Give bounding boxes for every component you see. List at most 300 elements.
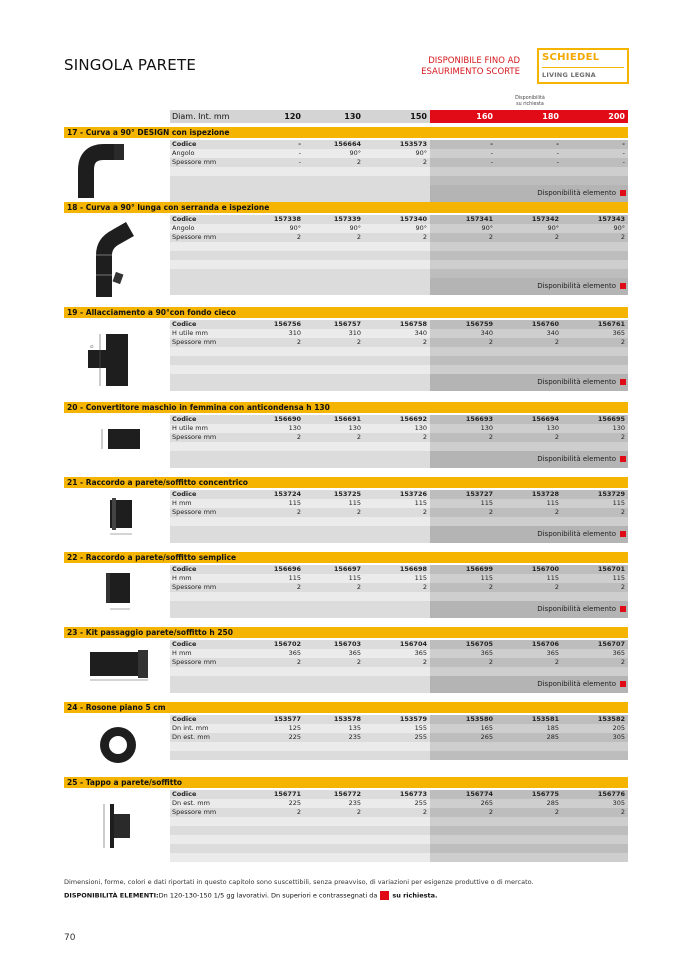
table-cell: - bbox=[496, 158, 562, 167]
row-label: Codice bbox=[170, 320, 258, 329]
footer-availability-prefix: DISPONIBILITÀ ELEMENTI: bbox=[64, 891, 159, 900]
table-cell: 130 bbox=[496, 424, 562, 433]
diameter-header-cell-request: 160 bbox=[430, 110, 496, 123]
table-cell: 255 bbox=[364, 733, 430, 742]
footer-note: Dimensioni, forme, colori e dati riportati in questo capitolo sono suscettibili, senza preavviso, di variazioni per esigenze produttive o di mercato. bbox=[64, 878, 534, 886]
diameter-header-cell: 120 bbox=[258, 110, 304, 123]
row-label: Codice bbox=[170, 715, 258, 724]
spec-row bbox=[170, 808, 628, 817]
table-cell: 156771 bbox=[258, 790, 304, 799]
row-label: Codice bbox=[170, 140, 258, 149]
spec-row bbox=[170, 733, 628, 742]
table-cell: 2 bbox=[496, 658, 562, 667]
red-square-icon bbox=[620, 283, 626, 289]
table-cell: 156692 bbox=[364, 415, 430, 424]
table-cell: 235 bbox=[304, 799, 364, 808]
request-label-line1: Disponibilità bbox=[515, 96, 545, 101]
section-title: 19 - Allacciamento a 90°con fondo cieco bbox=[64, 307, 628, 318]
table-cell: 2 bbox=[430, 508, 496, 517]
table-cell: - bbox=[430, 149, 496, 158]
table-cell: 156702 bbox=[258, 640, 304, 649]
table-cell: 2 bbox=[496, 233, 562, 242]
table-cell: 340 bbox=[430, 329, 496, 338]
table-cell: 157343 bbox=[562, 215, 628, 224]
table-cell: 153725 bbox=[304, 490, 364, 499]
table-cell: 255 bbox=[364, 799, 430, 808]
table-cell: 340 bbox=[496, 329, 562, 338]
blank-row bbox=[170, 356, 628, 365]
table-cell: 153582 bbox=[562, 715, 628, 724]
table-cell: 2 bbox=[304, 338, 364, 347]
table-cell: 2 bbox=[430, 658, 496, 667]
availability-note-line1: DISPONIBILE FINO AD bbox=[428, 56, 520, 66]
row-label: Dn int. mm bbox=[170, 724, 258, 733]
table-cell: 156758 bbox=[364, 320, 430, 329]
table-cell: 157342 bbox=[496, 215, 562, 224]
table-cell: 156700 bbox=[496, 565, 562, 574]
table-cell: 2 bbox=[258, 583, 304, 592]
brand-divider bbox=[542, 67, 624, 68]
table-cell: 2 bbox=[304, 808, 364, 817]
spec-row bbox=[170, 233, 628, 242]
table-cell: 115 bbox=[496, 574, 562, 583]
curve-90-long-damper-icon bbox=[64, 215, 168, 304]
table-cell: 130 bbox=[258, 424, 304, 433]
table-cell: 90° bbox=[430, 224, 496, 233]
table-cell: - bbox=[258, 140, 304, 149]
spec-row bbox=[170, 424, 628, 433]
table-cell: 235 bbox=[304, 733, 364, 742]
availability-bar bbox=[170, 278, 628, 295]
table-cell: 156694 bbox=[496, 415, 562, 424]
table-cell: 115 bbox=[304, 574, 364, 583]
row-label: Codice bbox=[170, 640, 258, 649]
availability-label: Disponibilità elemento bbox=[537, 189, 616, 197]
table-cell: 153579 bbox=[364, 715, 430, 724]
request-label bbox=[498, 96, 562, 108]
table-cell: 156757 bbox=[304, 320, 364, 329]
blank-row bbox=[170, 251, 628, 260]
section-title: 23 - Kit passaggio parete/soffitto h 250 bbox=[64, 627, 628, 638]
red-square-icon bbox=[620, 606, 626, 612]
code-row bbox=[170, 790, 628, 799]
table-cell: 156704 bbox=[364, 640, 430, 649]
table-cell: 156705 bbox=[430, 640, 496, 649]
table-cell: 156693 bbox=[430, 415, 496, 424]
footer-availability-text: Dn 120-130-150 1/5 gg lavorativi. Dn superiori e contrassegnati da bbox=[158, 891, 378, 900]
tee-connection-icon bbox=[64, 320, 168, 394]
row-label: Codice bbox=[170, 490, 258, 499]
table-cell: - bbox=[562, 149, 628, 158]
table-cell: 225 bbox=[258, 733, 304, 742]
footer-availability bbox=[64, 891, 438, 900]
table-cell: 115 bbox=[364, 499, 430, 508]
section-title: 20 - Convertitore maschio in femmina con anticondensa h 130 bbox=[64, 402, 628, 413]
availability-note bbox=[421, 56, 520, 78]
spec-row bbox=[170, 338, 628, 347]
section-title: 18 - Curva a 90° lunga con serranda e ispezione bbox=[64, 202, 628, 213]
spec-row bbox=[170, 158, 628, 167]
table-cell: 310 bbox=[304, 329, 364, 338]
table-cell: 156697 bbox=[304, 565, 364, 574]
table-cell: 115 bbox=[258, 499, 304, 508]
table-cell: 2 bbox=[562, 433, 628, 442]
code-row bbox=[170, 565, 628, 574]
red-square-icon bbox=[620, 681, 626, 687]
table-cell: 115 bbox=[562, 499, 628, 508]
table-cell: 2 bbox=[304, 233, 364, 242]
availability-bar bbox=[170, 374, 628, 391]
diameter-header-row bbox=[170, 110, 628, 123]
availability-bar bbox=[170, 526, 628, 543]
code-row bbox=[170, 415, 628, 424]
table-cell: 2 bbox=[304, 433, 364, 442]
section-title: 17 - Curva a 90° DESIGN con ispezione bbox=[64, 127, 628, 138]
table-cell: - bbox=[562, 140, 628, 149]
table-cell: 365 bbox=[562, 329, 628, 338]
table-cell: 125 bbox=[258, 724, 304, 733]
row-label: Spessore mm bbox=[170, 233, 258, 242]
table-cell: 2 bbox=[364, 433, 430, 442]
spec-row bbox=[170, 649, 628, 658]
page-title: SINGOLA PARETE bbox=[64, 56, 197, 74]
table-cell: 365 bbox=[304, 649, 364, 658]
table-cell: 130 bbox=[562, 424, 628, 433]
code-row bbox=[170, 715, 628, 724]
diameter-header-label: Diam. Int. mm bbox=[170, 110, 258, 123]
table-cell: 156699 bbox=[430, 565, 496, 574]
availability-note-line2: ESAURIMENTO SCORTE bbox=[421, 67, 520, 77]
footer-availability-suffix: su richiesta. bbox=[392, 891, 438, 900]
diameter-header-cell: 130 bbox=[304, 110, 364, 123]
code-row bbox=[170, 490, 628, 499]
converter-icon bbox=[64, 415, 168, 463]
table-cell: 130 bbox=[304, 424, 364, 433]
table-cell: 285 bbox=[496, 799, 562, 808]
curve-90-design-icon bbox=[64, 140, 168, 204]
table-cell: 2 bbox=[364, 158, 430, 167]
table-cell: 153729 bbox=[562, 490, 628, 499]
blank-row bbox=[170, 742, 628, 751]
table-cell: 130 bbox=[364, 424, 430, 433]
table-cell: 225 bbox=[258, 799, 304, 808]
table-cell: 156775 bbox=[496, 790, 562, 799]
table-cell: 2 bbox=[258, 338, 304, 347]
row-label: Codice bbox=[170, 215, 258, 224]
table-cell: 157340 bbox=[364, 215, 430, 224]
table-cell: 156701 bbox=[562, 565, 628, 574]
table-cell: 2 bbox=[304, 158, 364, 167]
table-cell: 156703 bbox=[304, 640, 364, 649]
red-square-icon bbox=[620, 190, 626, 196]
blank-row bbox=[170, 242, 628, 251]
spec-row bbox=[170, 499, 628, 508]
table-cell: 365 bbox=[258, 649, 304, 658]
row-label: Spessore mm bbox=[170, 158, 258, 167]
blank-row bbox=[170, 835, 628, 844]
table-cell: 153578 bbox=[304, 715, 364, 724]
table-cell: - bbox=[430, 140, 496, 149]
row-label: Dn est. mm bbox=[170, 799, 258, 808]
blank-row bbox=[170, 167, 628, 176]
simple-wall-fitting-icon bbox=[64, 565, 168, 619]
code-row bbox=[170, 140, 628, 149]
table-cell: 153724 bbox=[258, 490, 304, 499]
table-cell: 365 bbox=[430, 649, 496, 658]
table-cell: - bbox=[496, 149, 562, 158]
table-cell: 90° bbox=[364, 224, 430, 233]
table-cell: 115 bbox=[562, 574, 628, 583]
diameter-header-cell-request: 180 bbox=[496, 110, 562, 123]
row-label: Spessore mm bbox=[170, 508, 258, 517]
table-cell: - bbox=[258, 149, 304, 158]
table-cell: 156690 bbox=[258, 415, 304, 424]
diameter-header-cell: 150 bbox=[364, 110, 430, 123]
table-cell: 2 bbox=[364, 808, 430, 817]
table-cell: 115 bbox=[258, 574, 304, 583]
table-cell: 2 bbox=[562, 338, 628, 347]
availability-label: Disponibilità elemento bbox=[537, 605, 616, 613]
diameter-header-cell-request: 200 bbox=[562, 110, 628, 123]
page-number: 70 bbox=[64, 933, 76, 943]
table-cell: 2 bbox=[496, 433, 562, 442]
table-cell: 115 bbox=[430, 574, 496, 583]
table-cell: 153580 bbox=[430, 715, 496, 724]
svg-text:∅: ∅ bbox=[90, 344, 94, 349]
table-cell: 156772 bbox=[304, 790, 364, 799]
table-cell: 135 bbox=[304, 724, 364, 733]
table-cell: 156756 bbox=[258, 320, 304, 329]
brand-name: SCHIEDEL bbox=[542, 52, 600, 63]
spec-row bbox=[170, 508, 628, 517]
spec-row bbox=[170, 658, 628, 667]
table-cell: 2 bbox=[304, 508, 364, 517]
table-cell: 156760 bbox=[496, 320, 562, 329]
table-cell: 90° bbox=[304, 224, 364, 233]
spec-row bbox=[170, 433, 628, 442]
table-cell: 157339 bbox=[304, 215, 364, 224]
red-square-icon bbox=[620, 456, 626, 462]
blank-row bbox=[170, 826, 628, 835]
brand-logo bbox=[537, 48, 629, 84]
spec-row bbox=[170, 583, 628, 592]
table-cell: 156695 bbox=[562, 415, 628, 424]
section-title: 22 - Raccordo a parete/soffitto semplice bbox=[64, 552, 628, 563]
blank-row bbox=[170, 269, 628, 278]
table-cell: 153727 bbox=[430, 490, 496, 499]
table-cell: - bbox=[562, 158, 628, 167]
table-cell: 2 bbox=[364, 338, 430, 347]
table-cell: 130 bbox=[430, 424, 496, 433]
availability-bar bbox=[170, 601, 628, 618]
table-cell: 2 bbox=[496, 808, 562, 817]
table-cell: 165 bbox=[430, 724, 496, 733]
availability-bar bbox=[170, 185, 628, 202]
flat-rosette-icon bbox=[64, 715, 168, 779]
table-cell: 90° bbox=[562, 224, 628, 233]
table-cell: 156698 bbox=[364, 565, 430, 574]
table-cell: 2 bbox=[562, 583, 628, 592]
table-cell: 153726 bbox=[364, 490, 430, 499]
table-cell: - bbox=[258, 158, 304, 167]
table-cell: 156759 bbox=[430, 320, 496, 329]
table-cell: 156773 bbox=[364, 790, 430, 799]
table-cell: 2 bbox=[562, 233, 628, 242]
table-cell: 2 bbox=[430, 433, 496, 442]
section-title: 24 - Rosone piano 5 cm bbox=[64, 702, 628, 713]
availability-label: Disponibilità elemento bbox=[537, 455, 616, 463]
red-square-icon bbox=[620, 531, 626, 537]
table-cell: 156707 bbox=[562, 640, 628, 649]
availability-bar bbox=[170, 451, 628, 468]
request-label-line2: su richiesta bbox=[516, 102, 544, 107]
table-cell: 90° bbox=[304, 149, 364, 158]
availability-bar bbox=[170, 676, 628, 693]
row-label: Codice bbox=[170, 565, 258, 574]
row-label: Spessore mm bbox=[170, 433, 258, 442]
spec-row bbox=[170, 799, 628, 808]
table-cell: 90° bbox=[364, 149, 430, 158]
table-cell: 2 bbox=[496, 338, 562, 347]
row-label: H mm bbox=[170, 499, 258, 508]
table-cell: 115 bbox=[304, 499, 364, 508]
table-cell: 2 bbox=[364, 658, 430, 667]
table-cell: 2 bbox=[430, 338, 496, 347]
table-cell: 2 bbox=[364, 508, 430, 517]
table-cell: 2 bbox=[430, 808, 496, 817]
code-row bbox=[170, 640, 628, 649]
table-cell: 2 bbox=[258, 233, 304, 242]
row-label: Angolo bbox=[170, 149, 258, 158]
table-cell: 90° bbox=[496, 224, 562, 233]
table-cell: 265 bbox=[430, 799, 496, 808]
table-cell: 153581 bbox=[496, 715, 562, 724]
table-cell: 90° bbox=[258, 224, 304, 233]
table-cell: 285 bbox=[496, 733, 562, 742]
blank-row bbox=[170, 365, 628, 374]
row-label: Spessore mm bbox=[170, 338, 258, 347]
table-cell: 2 bbox=[496, 583, 562, 592]
table-cell: - bbox=[496, 140, 562, 149]
blank-row bbox=[170, 667, 628, 676]
blank-row bbox=[170, 751, 628, 760]
table-cell: 115 bbox=[364, 574, 430, 583]
table-cell: 2 bbox=[496, 508, 562, 517]
availability-label: Disponibilità elemento bbox=[537, 530, 616, 538]
row-label: Spessore mm bbox=[170, 583, 258, 592]
spec-row bbox=[170, 329, 628, 338]
table-cell: 310 bbox=[258, 329, 304, 338]
brand-line: LIVING LEGNA bbox=[542, 71, 596, 79]
table-cell: 2 bbox=[258, 508, 304, 517]
table-cell: 2 bbox=[258, 433, 304, 442]
row-label: Angolo bbox=[170, 224, 258, 233]
blank-row bbox=[170, 817, 628, 826]
table-cell: 265 bbox=[430, 733, 496, 742]
blank-row bbox=[170, 347, 628, 356]
table-cell: 156706 bbox=[496, 640, 562, 649]
row-label: Codice bbox=[170, 415, 258, 424]
table-cell: - bbox=[430, 158, 496, 167]
red-square-icon bbox=[380, 891, 389, 900]
table-cell: 156776 bbox=[562, 790, 628, 799]
table-cell: 156664 bbox=[304, 140, 364, 149]
spec-row bbox=[170, 149, 628, 158]
wall-cap-icon bbox=[64, 790, 168, 864]
blank-row bbox=[170, 844, 628, 853]
row-label: Dn est. mm bbox=[170, 733, 258, 742]
spec-row bbox=[170, 224, 628, 233]
table-cell: 185 bbox=[496, 724, 562, 733]
table-cell: 153573 bbox=[364, 140, 430, 149]
table-cell: 115 bbox=[430, 499, 496, 508]
table-cell: 305 bbox=[562, 733, 628, 742]
availability-label: Disponibilità elemento bbox=[537, 378, 616, 386]
section-title: 21 - Raccordo a parete/soffitto concentrico bbox=[64, 477, 628, 488]
table-cell: 2 bbox=[562, 508, 628, 517]
row-label: Codice bbox=[170, 790, 258, 799]
table-cell: 153577 bbox=[258, 715, 304, 724]
table-cell: 2 bbox=[258, 658, 304, 667]
row-label: H utile mm bbox=[170, 424, 258, 433]
blank-row bbox=[170, 592, 628, 601]
table-cell: 205 bbox=[562, 724, 628, 733]
table-cell: 156774 bbox=[430, 790, 496, 799]
table-cell: 157338 bbox=[258, 215, 304, 224]
wall-passage-kit-icon bbox=[64, 640, 168, 694]
table-cell: 2 bbox=[430, 583, 496, 592]
row-label: Spessore mm bbox=[170, 658, 258, 667]
table-cell: 2 bbox=[304, 658, 364, 667]
blank-row bbox=[170, 176, 628, 185]
table-cell: 156696 bbox=[258, 565, 304, 574]
table-cell: 155 bbox=[364, 724, 430, 733]
table-cell: 157341 bbox=[430, 215, 496, 224]
code-row bbox=[170, 320, 628, 329]
row-label: H mm bbox=[170, 649, 258, 658]
table-cell: 156691 bbox=[304, 415, 364, 424]
red-square-icon bbox=[620, 379, 626, 385]
table-cell: 2 bbox=[430, 233, 496, 242]
section-title: 25 - Tappo a parete/soffitto bbox=[64, 777, 628, 788]
row-label: H utile mm bbox=[170, 329, 258, 338]
table-cell: 365 bbox=[562, 649, 628, 658]
blank-row bbox=[170, 517, 628, 526]
table-cell: 2 bbox=[304, 583, 364, 592]
table-cell: 153728 bbox=[496, 490, 562, 499]
blank-row bbox=[170, 260, 628, 269]
concentric-wall-fitting-icon bbox=[64, 490, 168, 544]
availability-label: Disponibilità elemento bbox=[537, 680, 616, 688]
blank-row bbox=[170, 442, 628, 451]
table-cell: 2 bbox=[562, 658, 628, 667]
table-cell: 115 bbox=[496, 499, 562, 508]
row-label: H mm bbox=[170, 574, 258, 583]
table-cell: 2 bbox=[364, 233, 430, 242]
table-cell: 365 bbox=[364, 649, 430, 658]
table-cell: 365 bbox=[496, 649, 562, 658]
code-row bbox=[170, 215, 628, 224]
table-cell: 2 bbox=[562, 808, 628, 817]
availability-label: Disponibilità elemento bbox=[537, 282, 616, 290]
table-cell: 2 bbox=[258, 808, 304, 817]
table-cell: 305 bbox=[562, 799, 628, 808]
table-cell: 156761 bbox=[562, 320, 628, 329]
table-cell: 340 bbox=[364, 329, 430, 338]
blank-row bbox=[170, 853, 628, 862]
row-label: Spessore mm bbox=[170, 808, 258, 817]
table-cell: 2 bbox=[364, 583, 430, 592]
